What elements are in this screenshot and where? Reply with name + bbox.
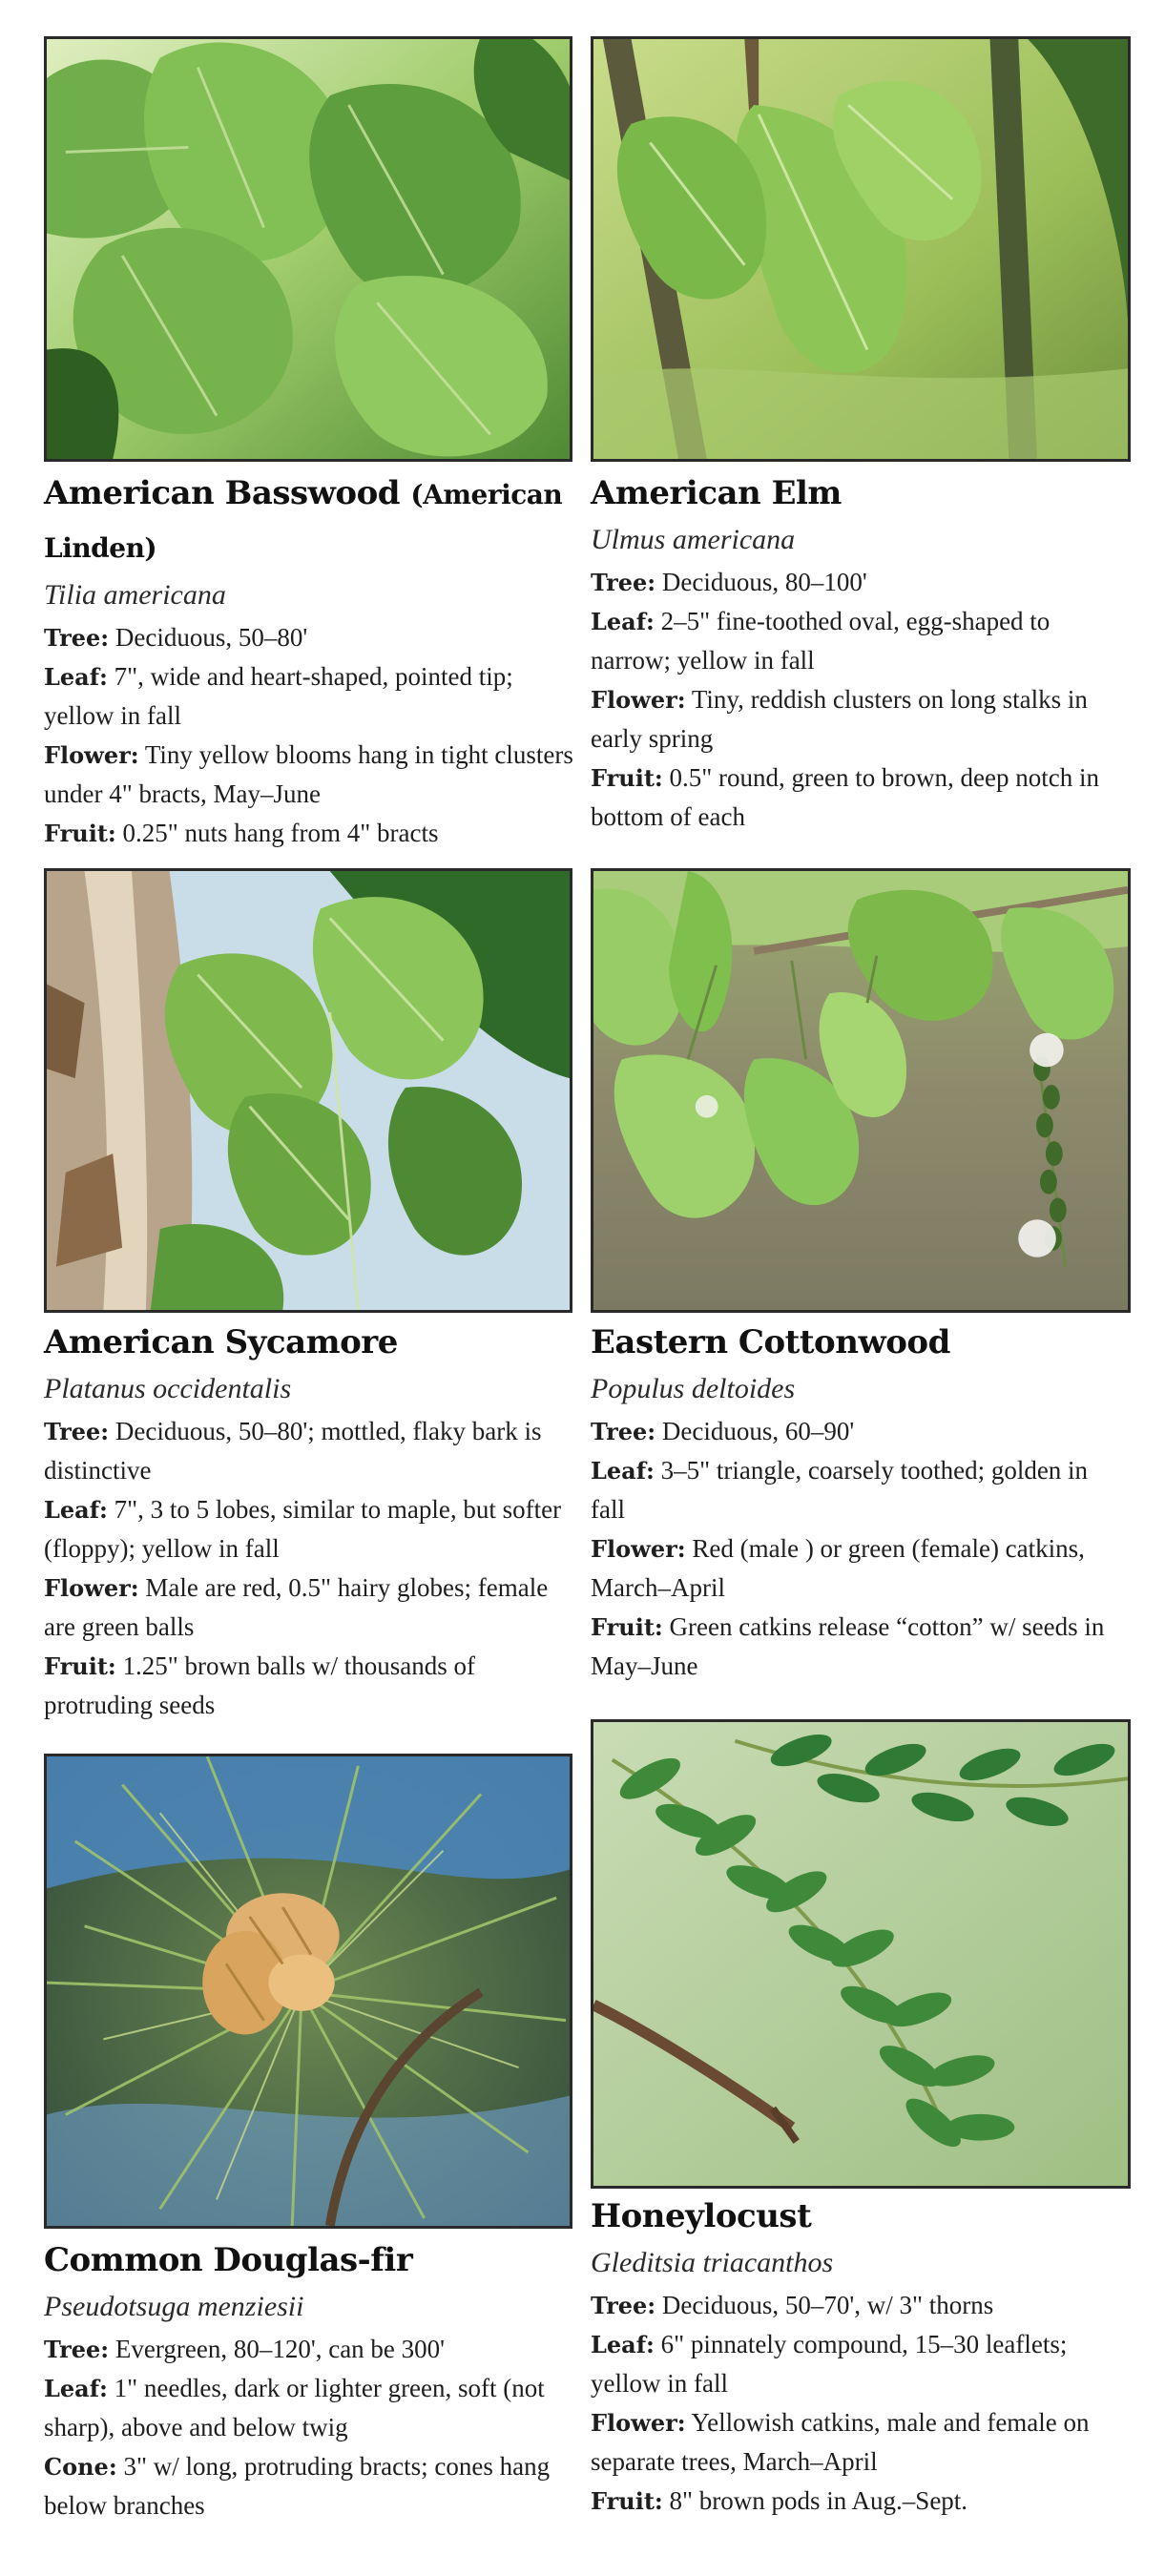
sycamore-photo xyxy=(44,868,572,1313)
fact-flower: Flower: Tiny, reddish clusters on long stalks in early spring xyxy=(591,685,1088,753)
fact-flower: Flower: Yellowish catkins, male and female on separate trees, March–April xyxy=(591,2408,1090,2476)
tree-name xyxy=(44,1317,578,1368)
elm-photo xyxy=(591,36,1131,462)
triangular-leaves-and-catkins-photo-icon xyxy=(593,871,1128,1310)
fact-tree: Tree: Deciduous, 80–100' xyxy=(591,568,867,596)
common-name: American Elm xyxy=(591,474,842,512)
serrated-oval-leaves-photo-icon xyxy=(593,39,1128,459)
fact-fruit: Fruit: 0.25" nuts hang from 4" bracts xyxy=(44,819,439,847)
fact-leaf: Leaf: 6" pinnately compound, 15–30 leaflets; yellow in fall xyxy=(591,2330,1068,2398)
tree-name xyxy=(591,1317,1125,1368)
fact-leaf: Leaf: 1" needles, dark or lighter green, soft (not sharp), above and below twig xyxy=(44,2374,545,2441)
fact-fruit: Fruit: 1.25" brown balls w/ thousands of protruding seeds xyxy=(44,1652,476,1719)
fact-leaf: Leaf: 3–5" triangle, coarsely toothed; golden in fall xyxy=(591,1456,1089,1524)
common-name: American Basswood xyxy=(44,474,401,512)
fact-leaf: Leaf: 7", 3 to 5 lobes, similar to maple, but softer (floppy); yellow in fall xyxy=(44,1495,562,1563)
cottonwood-photo xyxy=(591,868,1131,1313)
basswood-photo xyxy=(44,36,572,462)
common-name: Honeylocust xyxy=(591,2197,812,2235)
fact-fruit: Fruit: Green catkins release “cotton” w/ seeds in May–June xyxy=(591,1612,1105,1680)
fact-flower: Flower: Red (male ) or green (female) catkins, March–April xyxy=(591,1534,1085,1602)
tree-entry-douglas-fir xyxy=(44,2234,578,2525)
common-name: Common Douglas-fir xyxy=(44,2241,413,2279)
tree-entry-cottonwood xyxy=(591,1317,1125,1686)
scientific-name: Pseudotsuga menziesii xyxy=(44,2291,304,2322)
tree-name xyxy=(44,467,578,574)
scientific-name: Platanus occidentalis xyxy=(44,1373,292,1404)
scientific-name: Gleditsia triacanthos xyxy=(591,2247,834,2278)
tree-entry-honeylocust xyxy=(591,2191,1125,2521)
tree-name xyxy=(591,2191,1125,2242)
fact-tree: Tree: Deciduous, 60–90' xyxy=(591,1417,855,1445)
scientific-name: Tilia americana xyxy=(44,579,226,611)
scientific-name: Ulmus americana xyxy=(591,524,796,555)
fact-tree: Tree: Deciduous, 50–80' xyxy=(44,623,308,652)
pinnate-leaflets-photo-icon xyxy=(593,1722,1128,2186)
tree-entry-elm xyxy=(591,467,1125,837)
fact-cone: Cone: 3" w/ long, protruding bracts; cones hang below branches xyxy=(44,2452,551,2520)
tree-name xyxy=(44,2234,578,2286)
fact-tree: Tree: Deciduous, 50–70', w/ 3" thorns xyxy=(591,2291,994,2319)
tree-entry-sycamore xyxy=(44,1317,578,1725)
alternate-name: (American Linden) xyxy=(44,479,563,564)
common-name: American Sycamore xyxy=(44,1323,398,1361)
fact-fruit: Fruit: 0.5" round, green to brown, deep notch in bottom of each xyxy=(591,763,1099,831)
fact-flower: Flower: Male are red, 0.5" hairy globes; female are green balls xyxy=(44,1573,549,1641)
fact-leaf: Leaf: 2–5" fine-toothed oval, egg-shaped to narrow; yellow in fall xyxy=(591,607,1051,675)
fact-tree: Tree: Deciduous, 50–80'; mottled, flaky bark is distinctive xyxy=(44,1417,542,1485)
common-name: Eastern Cottonwood xyxy=(591,1323,950,1361)
fact-leaf: Leaf: 7", wide and heart-shaped, pointed tip; yellow in fall xyxy=(44,662,513,730)
maple-like-leaves-and-bark-photo-icon xyxy=(47,871,570,1310)
honeylocust-photo xyxy=(591,1719,1131,2189)
needles-and-cones-photo-icon xyxy=(47,1756,570,2226)
tree-entry-basswood xyxy=(44,467,578,853)
fact-tree: Tree: Evergreen, 80–120', can be 300' xyxy=(44,2335,446,2363)
heart-shaped-leaves-photo-icon xyxy=(47,39,570,459)
fact-fruit: Fruit: 8" brown pods in Aug.–Sept. xyxy=(591,2486,968,2515)
tree-name xyxy=(591,467,1125,519)
douglas-fir-photo xyxy=(44,1754,572,2229)
scientific-name: Populus deltoides xyxy=(591,1373,796,1404)
fact-flower: Flower: Tiny yellow blooms hang in tight clusters under 4" bracts, May–June xyxy=(44,740,573,808)
